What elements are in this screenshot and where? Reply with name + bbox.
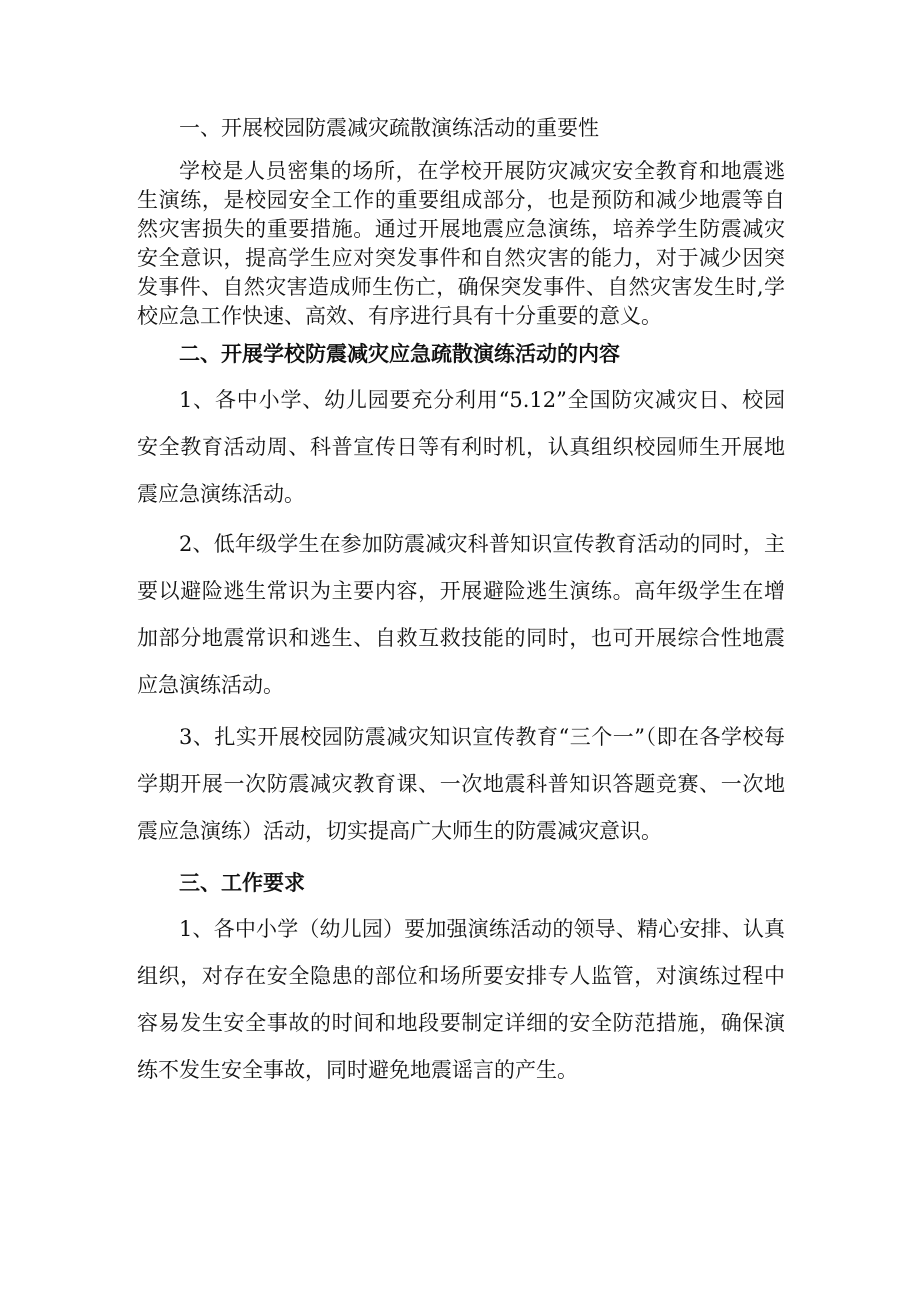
section-1-paragraph: 学校是人员密集的场所，在学校开展防灾减灾安全教育和地震逃生演练，是校园安全工作的重要组成部分，也是预防和减少地震等自然灾害损失的重要措施。通过开展地震应急演练，培养学生防震减灾安全意识，提高学生应对突发事件和自然灾害的能力，对于减少因突发事件、自然灾害造成师生伤亡，确保突发事件、自然灾害发生时,学校应急工作快速、高效、有序进行具有十分重要的意义。 bbox=[137, 159, 785, 328]
section-2-item-1: 1、各中小学、幼儿园要充分利用“5.12”全国防灾减灾日、校园安全教育活动周、科普宣传日等有利时机，认真组织校园师生开展地震应急演练活动。 bbox=[137, 388, 785, 506]
section-2-item-3: 3、扎实开展校园防震减灾知识宣传教育“三个一”（即在各学校每学期开展一次防震减灾教育课、一次地震科普知识答题竞赛、一次地震应急演练）活动，切实提高广大师生的防震减灾意识。 bbox=[137, 725, 785, 843]
section-1-heading: 一、开展校园防震减灾疏散演练活动的重要性 bbox=[179, 116, 599, 140]
section-2-item-2: 2、低年级学生在参加防震减灾科普知识宣传教育活动的同时，主要以避险逃生常识为主要内容，开展避险逃生演练。高年级学生在增加部分地震常识和逃生、自救互救技能的同时，也可开展综合性地震应急演练活动。 bbox=[137, 532, 785, 697]
section-2-heading: 二、开展学校防震减灾应急疏散演练活动的内容 bbox=[179, 341, 620, 366]
section-3-item-1: 1、各中小学（幼儿园）要加强演练活动的领导、精心安排、认真组织，对存在安全隐患的部位和场所要安排专人监管，对演练过程中容易发生安全事故的时间和地段要制定详细的安全防范措施，确保演练不发生安全事故，同时避免地震谣言的产生。 bbox=[137, 917, 785, 1082]
section-3-heading: 三、工作要求 bbox=[179, 870, 305, 895]
